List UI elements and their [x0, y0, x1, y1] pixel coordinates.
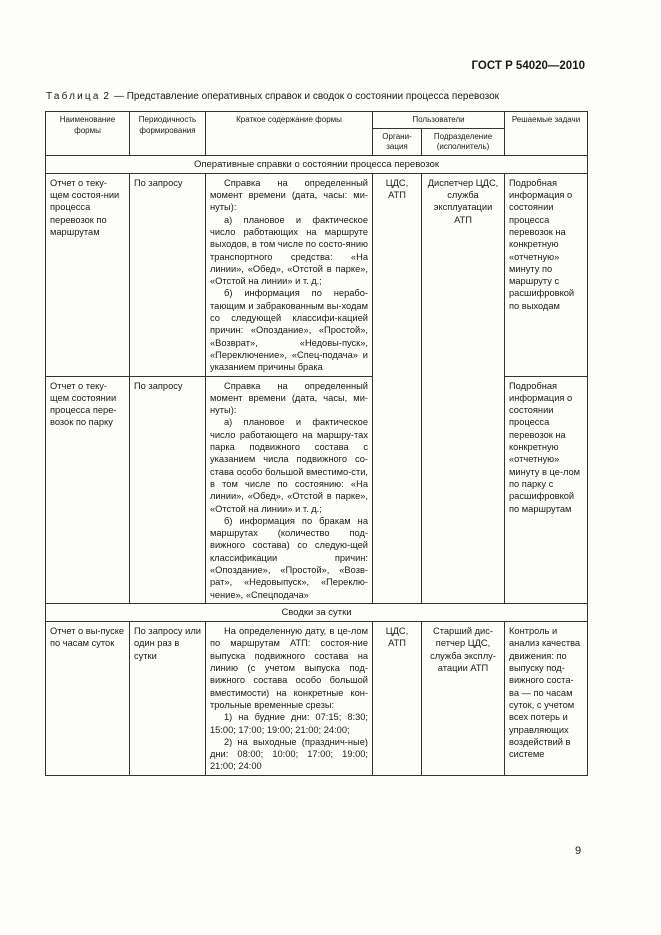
table-caption: [46, 91, 499, 102]
table-row: [46, 173, 588, 376]
content-paragraph: 1) на будние дни: 07:15; 8:30; 15:00; 17:00; 19:00; 21:00; 24:00;: [210, 712, 368, 735]
form-period: По запросу: [130, 376, 206, 603]
col-header-tasks: Решаемые задачи: [505, 112, 588, 156]
section-title-daily: Сводки за сутки: [46, 603, 588, 621]
content-paragraph: а) плановое и фактическое число работающего на маршру-тах парка подвижного состава с указанием числа подвижного со-става особо большой вместимо-сти, в том числе по состоянию: «На линии», «Обед», «Отстой в парке», «Отстой на линии» и т. д.;: [210, 417, 368, 514]
content-paragraph: На определенную дату, в це-лом по маршрутам АТП: состоя-ние выпуска подвижного состава на линию (с учетом выпуска под-вижного состава особо большой вместимости) на конкретные кон-трольные временные срезы:: [210, 626, 368, 710]
section-row: [46, 603, 588, 621]
content-paragraph: Справка на определенный момент времени (дата, часы, ми-нуты):: [210, 380, 368, 416]
content-paragraph: б) информация по нерабо-тающим и забракованным вы-ходам со следующей классифи-кацией причин: «Опоздание», «Простой», «Возврат», «Недовы-пуск», «Переключение», «Спец-подача» и указанием причины брака: [210, 288, 368, 373]
form-tasks: Подробная информация о состоянии процесса перевозок на конкретную «отчетную» минуту в це-лом по парку с расшифровкой по маршрутам: [505, 376, 588, 603]
user-organization: ЦДС, АТП: [373, 622, 422, 776]
form-period: По запросу или один раз в сутки: [130, 622, 206, 776]
user-organization: ЦДС, АТП: [373, 173, 422, 603]
form-tasks: Подробная информация о состоянии процесса перевозок на конкретную «отчетную» минуту по маршруту с расшифровкой по выходам: [505, 173, 588, 376]
content-paragraph: 2) на выходные (празднич-ные) дни: 08:00; 10:00; 17:00; 19:00; 21:00; 24:00: [210, 736, 368, 772]
content-paragraph: Справка на определенный момент времени (дата, часы: ми-нуты):: [210, 177, 368, 213]
content-paragraph: а) плановое и фактическое число работающих на маршруте выходов, в том числе по состо-янию транспортного средства: «На линии», «Обед», «Отстой в парке», «Отстой на линии» и т. д.;: [210, 214, 368, 287]
col-header-name: Наименование формы: [46, 112, 130, 156]
content-paragraph: б) информация по бракам на маршрутах (количество под-вижного состава) со следую-щей классификации причин: «Опоздание», «Простой», «Возв-рат», «Недовыпуск», «Переклю-чение», «Спецподача»: [210, 515, 368, 600]
form-tasks: Контроль и анализ качества движения: по выпуску под-вижного соста-ва — по часам суток, с учетом всех потерь и управляющих воздействий в системе: [505, 622, 588, 776]
section-row: [46, 155, 588, 173]
col-header-dept: Подразделение (исполнитель): [422, 128, 505, 155]
form-name: Отчет о вы-пуске по часам суток: [46, 622, 130, 776]
form-content: [206, 173, 373, 376]
col-header-org: Органи-зация: [373, 128, 422, 155]
operational-reports-table: [45, 111, 588, 776]
col-header-users: Пользователи: [373, 112, 505, 129]
form-period: По запросу: [130, 173, 206, 376]
section-title-operational: Оперативные справки о состоянии процесса перевозок: [46, 155, 588, 173]
col-header-content: Краткое содержание формы: [206, 112, 373, 156]
document-id: ГОСТ Р 54020—2010: [471, 60, 585, 72]
page-number: 9: [575, 845, 582, 857]
form-name: Отчет о теку-щем состоянии процесса пере-возок по парку: [46, 376, 130, 603]
form-name: Отчет о теку-щем состоя-нии процесса перевозок по маршрутам: [46, 173, 130, 376]
caption-label: Таблица: [46, 91, 101, 102]
user-department: Диспетчер ЦДС, служба эксплуатации АТП: [422, 173, 505, 603]
table-row: [46, 622, 588, 776]
table-row: [46, 376, 588, 603]
form-content: [206, 622, 373, 776]
caption-number: 2: [103, 91, 112, 102]
header-row: [46, 112, 588, 129]
col-header-period: Периодичность формирования: [130, 112, 206, 156]
form-content: [206, 376, 373, 603]
user-department: Старший дис-петчер ЦДС, служба эксплу-атации АТП: [422, 622, 505, 776]
caption-text: — Представление оперативных справок и сводок о состоянии процесса перевозок: [113, 91, 500, 102]
